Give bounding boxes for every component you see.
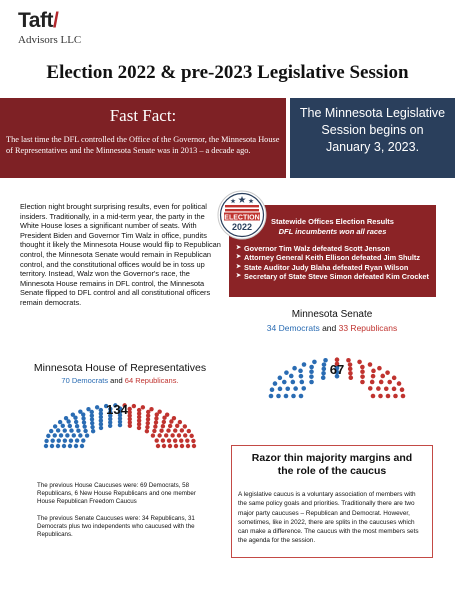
democrat-seat (299, 394, 304, 399)
republican-seat (169, 419, 173, 423)
democrat-seat (71, 412, 75, 416)
logo-slash: / (52, 9, 59, 32)
democrat-seat (278, 387, 283, 392)
republican-seat (380, 374, 385, 379)
democrat-seat (302, 362, 307, 367)
republican-seat (128, 424, 132, 428)
republican-seat (166, 428, 170, 432)
intro-paragraph: Election night brought surprising results, even for political insiders. Traditionally, in a mid-term year, the party in the White House loses a significant number of seats. With President Biden and Governor Tim Walz in office, pundits thought it likely the Minnesota House would flip to Republican control, the Minnesota Senate would remain in Republican control, and the constitutional offices would be in toss up territory. Instead, Walz won the Governor's race, the Minnesota House remains in DFL control, the Minnesota Senate flipped to DFL control and all constitutional officers remain democrats. (20, 202, 221, 307)
republican-seat (185, 438, 189, 442)
info-title-line-2: the role of the caucus (277, 465, 387, 477)
democrat-seat (58, 420, 62, 424)
democrat-seat (291, 380, 296, 385)
democrat-seat (65, 433, 69, 437)
democrat-seat (293, 386, 298, 391)
republican-seat (379, 380, 384, 385)
democrat-seat (49, 429, 53, 433)
democrat-seat (90, 421, 94, 425)
republican-seat (393, 394, 398, 399)
democrat-seat (44, 444, 48, 448)
session-line-3: January 3, 2023. (325, 140, 420, 154)
democrat-seat (53, 424, 57, 428)
democrat-seat (63, 438, 67, 442)
house-title: Minnesota House of Representatives (33, 362, 207, 374)
democrat-seat (72, 433, 76, 437)
democrat-seat (59, 433, 63, 437)
republican-seat (168, 424, 172, 428)
republican-seat (162, 420, 166, 424)
democrat-seat (69, 428, 73, 432)
democrat-seat (57, 438, 61, 442)
democrat-seat (285, 386, 290, 391)
republican-seat (153, 424, 157, 428)
page-title: Election 2022 & pre-2023 Legislative Session (46, 62, 409, 83)
seal-word: ELECTION (224, 214, 260, 222)
republican-seat (189, 434, 193, 438)
republican-seat (360, 374, 365, 379)
senate-rep-count: 33 Republicans (338, 323, 398, 333)
democrat-seat (56, 428, 60, 432)
house-counts (20, 376, 220, 385)
senate-counts (242, 323, 422, 333)
democrat-seat (90, 425, 94, 429)
democrat-seat (301, 386, 306, 391)
democrat-seat (81, 416, 85, 420)
results-item-text: State Auditor Judy Blaha defeated Ryan Wilson (244, 262, 409, 272)
senate-dem-count: 34 Democrats (266, 323, 320, 333)
results-list (236, 244, 432, 282)
republican-seat (183, 433, 187, 437)
republican-seat (400, 387, 405, 392)
democrat-seat (82, 420, 86, 424)
session-line-1: The Minnesota Legislative (299, 106, 446, 120)
republican-seat (162, 416, 166, 420)
results-item (236, 272, 432, 281)
democrat-seat (80, 444, 84, 448)
house-dem-count: 70 Democrats (61, 376, 109, 385)
democrat-seat (62, 444, 66, 448)
democrat-seat (90, 410, 94, 414)
republican-seat (187, 429, 191, 433)
republican-seat (401, 394, 406, 399)
democrat-seat (276, 394, 281, 399)
republican-seat (161, 424, 165, 428)
republican-seat (186, 444, 190, 448)
republican-seat (370, 380, 375, 385)
democrat-seat (299, 374, 304, 379)
democrat-seat (292, 366, 297, 371)
republican-seat (387, 380, 392, 385)
republican-seat (368, 362, 373, 367)
democrat-seat (68, 444, 72, 448)
democrat-seat (69, 438, 73, 442)
republican-seat (386, 394, 391, 399)
senate-and: and (319, 323, 339, 333)
democrat-seat (83, 429, 87, 433)
republican-seat (179, 438, 183, 442)
republican-seat (149, 407, 153, 411)
senate-caucus-note: The previous Senate Caucuses were: 34 Republicans, 31 Democrats plus two independents who caucused with the Republicans. (37, 514, 195, 539)
democrat-seat (78, 433, 82, 437)
republican-seat (371, 394, 376, 399)
republican-seat (191, 439, 195, 443)
republican-seat (174, 444, 178, 448)
republican-seat (146, 417, 150, 421)
republican-seat (357, 360, 362, 365)
house-caucus-note: The previous House Caucuses were: 69 Democrats, 58 Republicans, 6 New House Republicans and one member House Republican Freedom Caucus (37, 482, 196, 506)
republican-seat (155, 438, 159, 442)
democrat-seat (282, 380, 287, 385)
republican-seat (168, 444, 172, 448)
results-item (236, 253, 432, 262)
fast-fact-body: The last time the DFL controlled the Office of the Governor, the Minnesota House of Representatives and the Minnesota Senate was in 2013 – a decade ago. (6, 135, 280, 155)
results-item-text: Attorney General Keith Ellison defeated Jim Shultz (244, 253, 420, 263)
fast-fact-heading: Fast Fact: (109, 106, 177, 125)
democrat-seat (284, 370, 289, 375)
republican-seat (141, 405, 145, 409)
democrat-seat (74, 420, 78, 424)
republican-seat (392, 376, 397, 381)
republican-seat (368, 386, 373, 391)
democrat-seat (68, 424, 72, 428)
republican-seat (360, 369, 365, 374)
democrat-seat (53, 433, 57, 437)
seal-year: 2022 (231, 222, 253, 232)
fast-fact-box (0, 98, 286, 178)
republican-seat (145, 429, 149, 433)
democrat-seat (309, 380, 314, 385)
republican-seat (151, 433, 155, 437)
bullet-arrow-icon: ➤ (236, 263, 242, 270)
democrat-seat (284, 394, 289, 399)
democrat-seat (269, 394, 274, 399)
session-line-2: Session begins on (321, 123, 424, 137)
republican-seat (360, 380, 365, 385)
republican-seat (377, 366, 382, 371)
senate-seat-chart (262, 352, 412, 402)
democrat-seat (64, 416, 68, 420)
results-item (236, 263, 432, 272)
democrat-seat (76, 429, 80, 433)
republican-seat (173, 438, 177, 442)
democrat-seat (85, 433, 89, 437)
republican-seat (392, 387, 397, 392)
democrat-seat (312, 360, 317, 365)
republican-seat (156, 444, 160, 448)
republican-seat (175, 424, 179, 428)
republican-seat (376, 386, 381, 391)
democrat-seat (50, 444, 54, 448)
democrat-seat (78, 409, 82, 413)
senate-total-seats: 67 (329, 362, 345, 377)
democrat-seat (81, 438, 85, 442)
results-item (236, 244, 432, 253)
republican-seat (167, 438, 171, 442)
house-rep-count: 64 Republicans. (124, 376, 179, 385)
republican-seat (162, 444, 166, 448)
republican-seat (173, 428, 177, 432)
info-body: A legislative caucus is a voluntary association of members with the same policy goals and priorities. Traditionally there are two major party caucuses – Republican and Democrat. However, sometimes, like in 2022, there are splits in the caucuses which can make a difference. The caucus with the most members sets the agenda for the session. (238, 491, 419, 545)
house-and: and (108, 376, 125, 385)
republican-seat (378, 394, 383, 399)
caucus-info-box (231, 445, 433, 558)
republican-seat (157, 433, 161, 437)
republican-seat (192, 444, 196, 448)
session-start-box (290, 98, 455, 178)
results-item-text: Governor Tim Walz defeated Scott Jenson (244, 244, 390, 253)
results-title: Statewide Offices Election Results (271, 217, 394, 226)
logo (18, 10, 81, 46)
bullet-arrow-icon: ➤ (236, 254, 242, 261)
democrat-seat (298, 369, 303, 374)
republican-seat (164, 433, 168, 437)
democrat-seat (300, 380, 305, 385)
republican-seat (177, 433, 181, 437)
democrat-seat (50, 438, 54, 442)
democrat-seat (289, 374, 294, 379)
democrat-seat (56, 444, 60, 448)
republican-seat (360, 365, 365, 370)
democrat-seat (75, 424, 79, 428)
republican-seat (154, 420, 158, 424)
democrat-seat (273, 381, 278, 386)
democrat-seat (278, 376, 283, 381)
democrat-seat (291, 394, 296, 399)
republican-seat (371, 374, 376, 379)
republican-seat (154, 416, 158, 420)
logo-subtitle: Advisors LLC (18, 34, 82, 46)
republican-seat (145, 425, 149, 429)
democrat-seat (309, 369, 314, 374)
republican-seat (397, 381, 402, 386)
republican-seat (178, 420, 182, 424)
democrat-seat (82, 424, 86, 428)
republican-seat (161, 438, 165, 442)
democrat-seat (61, 424, 65, 428)
democrat-seat (75, 438, 79, 442)
info-title-line-1: Razor thin majority margins and (251, 452, 413, 464)
democrat-seat (309, 374, 314, 379)
info-title (232, 452, 432, 478)
results-subtitle: DFL incumbents won all races (278, 227, 387, 236)
bullet-arrow-icon: ➤ (236, 273, 242, 280)
democrat-seat (270, 387, 275, 392)
caucus-notes (37, 482, 207, 547)
democrat-seat (63, 428, 67, 432)
democrat-seat (46, 434, 50, 438)
republican-seat (170, 433, 174, 437)
election-2022-seal-icon (217, 190, 267, 240)
republican-seat (146, 421, 150, 425)
republican-seat (180, 428, 184, 432)
results-item-text: Secretary of State Steve Simon defeated Kim Crocket (244, 272, 429, 282)
republican-seat (159, 429, 163, 433)
democrat-seat (91, 429, 95, 433)
republican-seat (155, 412, 159, 416)
senate-title: Minnesota Senate (291, 309, 373, 320)
republican-seat (137, 426, 141, 430)
republican-seat (152, 429, 156, 433)
republican-seat (384, 386, 389, 391)
republican-seat (183, 424, 187, 428)
republican-seat (385, 370, 390, 375)
republican-seat (371, 369, 376, 374)
democrat-seat (44, 439, 48, 443)
bullet-arrow-icon: ➤ (236, 245, 242, 251)
republican-seat (180, 444, 184, 448)
house-total-seats: 134 (106, 402, 128, 417)
democrat-seat (74, 444, 78, 448)
logo-wordmark (18, 10, 81, 32)
democrat-seat (309, 365, 314, 370)
logo-name: Taft (18, 9, 53, 32)
